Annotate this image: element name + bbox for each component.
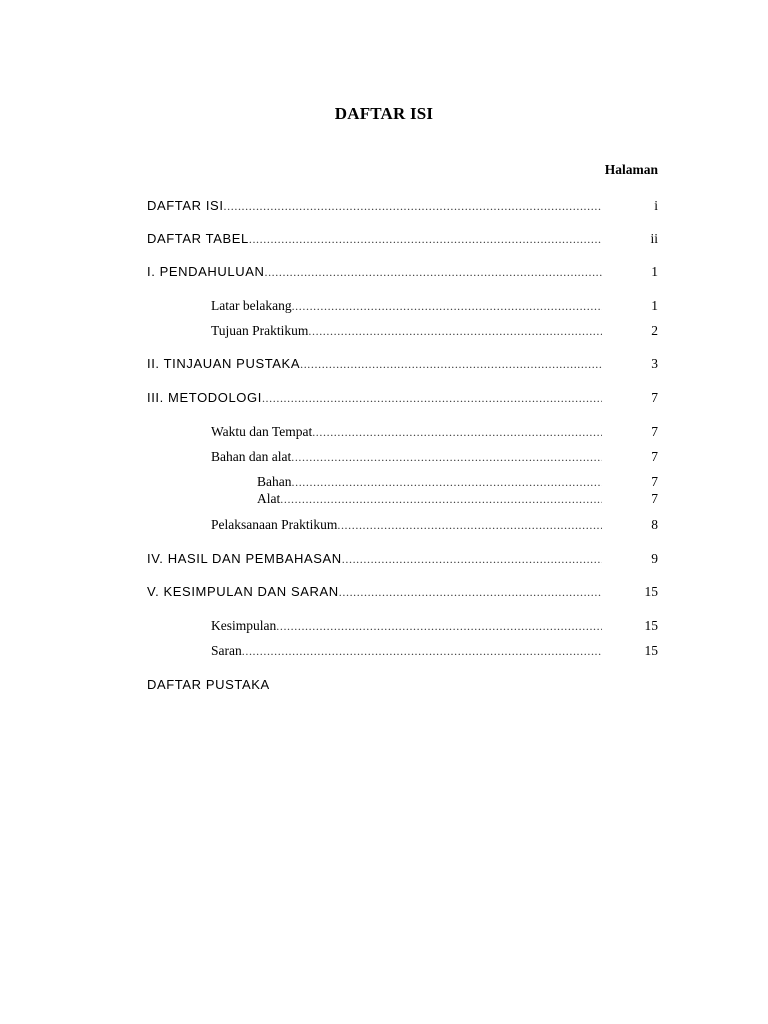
toc-entry-page: 7 — [651, 491, 658, 506]
toc-entry-page: 7 — [651, 424, 658, 439]
toc-entry-label: Latar belakang — [211, 298, 292, 313]
toc-entry-label: Kesimpulan — [211, 618, 277, 633]
toc-entry-label: II. TINJAUAN PUSTAKA — [147, 356, 301, 371]
toc-entry[interactable] — [0, 676, 768, 694]
toc-entry-page: 1 — [651, 264, 658, 279]
dot-leader — [262, 389, 602, 407]
toc-entry-page: 15 — [644, 618, 658, 633]
toc-entry[interactable] — [0, 355, 768, 373]
toc-entry-label: DAFTAR PUSTAKA — [147, 677, 270, 692]
toc-entry[interactable] — [0, 322, 768, 340]
toc-entry-page: 9 — [651, 551, 658, 566]
dot-leader — [291, 448, 602, 466]
dot-leader — [264, 263, 602, 281]
dot-leader — [308, 322, 602, 340]
toc-entry-label: V. KESIMPULAN DAN SARAN — [147, 584, 339, 599]
toc-entry-label: Bahan dan alat — [211, 449, 292, 464]
page-title: DAFTAR ISI — [334, 104, 434, 123]
toc-entry-label: Waktu dan Tempat — [211, 424, 313, 439]
toc-entry[interactable] — [0, 297, 768, 315]
toc-entry-label: I. PENDAHULUAN — [147, 264, 265, 279]
toc-entry-label: IV. HASIL DAN PEMBAHASAN — [147, 551, 342, 566]
toc-entry[interactable] — [0, 583, 768, 601]
toc-entry-page: 15 — [644, 643, 658, 658]
toc-entry-label: DAFTAR TABEL — [147, 231, 249, 246]
toc-entry-page: 1 — [651, 298, 658, 313]
dot-leader — [292, 473, 603, 491]
toc-entry-page: ii — [650, 231, 658, 246]
toc-entry[interactable] — [0, 448, 768, 466]
dot-leader — [337, 516, 602, 534]
toc-entry-label: Pelaksanaan Praktikum — [211, 517, 338, 532]
dot-leader — [242, 642, 602, 660]
toc-entry[interactable] — [0, 473, 768, 491]
dot-leader — [280, 490, 602, 508]
dot-leader — [339, 583, 602, 601]
toc-entry[interactable] — [0, 550, 768, 568]
dot-leader — [312, 423, 602, 441]
toc-entry-page: 2 — [651, 323, 658, 338]
toc-entry-page: 7 — [651, 449, 658, 464]
toc-entry-page: 8 — [651, 517, 658, 532]
page-column-header: Halaman — [604, 162, 658, 177]
toc-entry-label: Saran — [211, 643, 242, 658]
toc-entry-page: 7 — [651, 474, 658, 489]
toc-entry[interactable] — [0, 197, 768, 215]
toc-entry[interactable] — [0, 389, 768, 407]
toc-entry-label: Tujuan Praktikum — [211, 323, 309, 338]
dot-leader — [300, 355, 602, 373]
toc-entry-label: Bahan — [257, 474, 292, 489]
toc-entry-label: DAFTAR ISI — [147, 198, 224, 213]
toc-entry-page: 7 — [651, 390, 658, 405]
toc-entry[interactable] — [0, 490, 768, 508]
toc-entry[interactable] — [0, 423, 768, 441]
toc-entry[interactable] — [0, 642, 768, 660]
toc-entry[interactable] — [0, 263, 768, 281]
toc-entry-page: 15 — [644, 584, 658, 599]
toc-entry-label: III. METODOLOGI — [147, 390, 262, 405]
dot-leader — [276, 617, 602, 635]
toc-entry[interactable] — [0, 230, 768, 248]
dot-leader — [249, 230, 602, 248]
dot-leader — [342, 550, 602, 568]
dot-leader — [292, 297, 602, 315]
toc-entry-page: i — [654, 198, 658, 213]
toc-entry[interactable] — [0, 516, 768, 534]
toc-entry-label: Alat — [257, 491, 281, 506]
dot-leader — [224, 197, 602, 215]
toc-entry[interactable] — [0, 617, 768, 635]
toc-entry-page: 3 — [651, 356, 658, 371]
